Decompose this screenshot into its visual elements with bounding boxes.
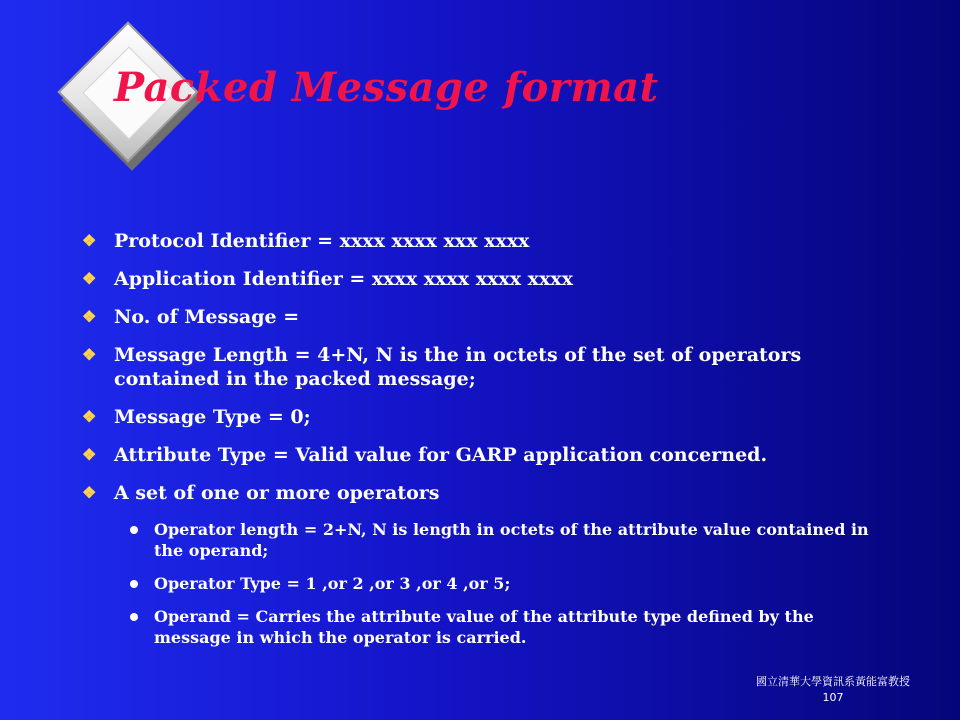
bullet-operators (82, 481, 892, 505)
bullet-text: A set of one or more operators (114, 482, 440, 504)
diamond-quad-icon: ❖ (82, 231, 97, 250)
diamond-quad-icon: ❖ (82, 269, 97, 288)
filled-circle-icon (130, 613, 138, 621)
sub-bullet-text: Operator length = 2+N, N is length in octets of the attribute value contained in the operand; (154, 520, 869, 560)
bullet-text: Message Type = 0; (114, 406, 311, 428)
bullet-protocol-identifier (82, 229, 892, 253)
bullet-text: Attribute Type = Valid value for GARP application concerned. (114, 444, 768, 466)
page-number: 107 (822, 691, 844, 704)
bullet-list (82, 229, 892, 660)
sub-bullet-text: Operator Type = 1 ,or 2 ,or 3 ,or 4 ,or 5; (154, 574, 511, 593)
diamond-quad-icon: ❖ (82, 307, 97, 326)
diamond-quad-icon: ❖ (82, 483, 97, 502)
bullet-text: Application Identifier = xxxx xxxx xxxx xxxx (114, 268, 573, 290)
bullet-text: No. of Message = (114, 306, 300, 328)
sub-bullet-operand (82, 606, 892, 648)
sub-bullet-operator-type (82, 573, 892, 594)
diamond-quad-icon: ❖ (82, 407, 97, 426)
bullet-attribute-type (82, 443, 892, 467)
bullet-message-length (82, 343, 892, 391)
diamond-quad-icon: ❖ (82, 445, 97, 464)
footer-institution: 國立清華大學資訊系黃能富教授 (756, 675, 910, 688)
filled-circle-icon (130, 580, 138, 588)
slide-title: Packed Message format (114, 64, 659, 111)
diamond-quad-icon: ❖ (82, 345, 97, 364)
footer (718, 674, 948, 706)
bullet-text: Message Length = 4+N, N is the in octets of the set of operators contained in the packed message; (114, 344, 802, 390)
bullet-text: Protocol Identifier = xxxx xxxx xxx xxxx (114, 230, 530, 252)
bullet-application-identifier (82, 267, 892, 291)
sub-bullet-text: Operand = Carries the attribute value of the attribute type defined by the message in which the operator is carried. (154, 607, 814, 647)
bullet-number-of-messages (82, 305, 892, 329)
sub-bullet-operator-length (82, 519, 892, 561)
filled-circle-icon (130, 526, 138, 534)
bullet-message-type (82, 405, 892, 429)
